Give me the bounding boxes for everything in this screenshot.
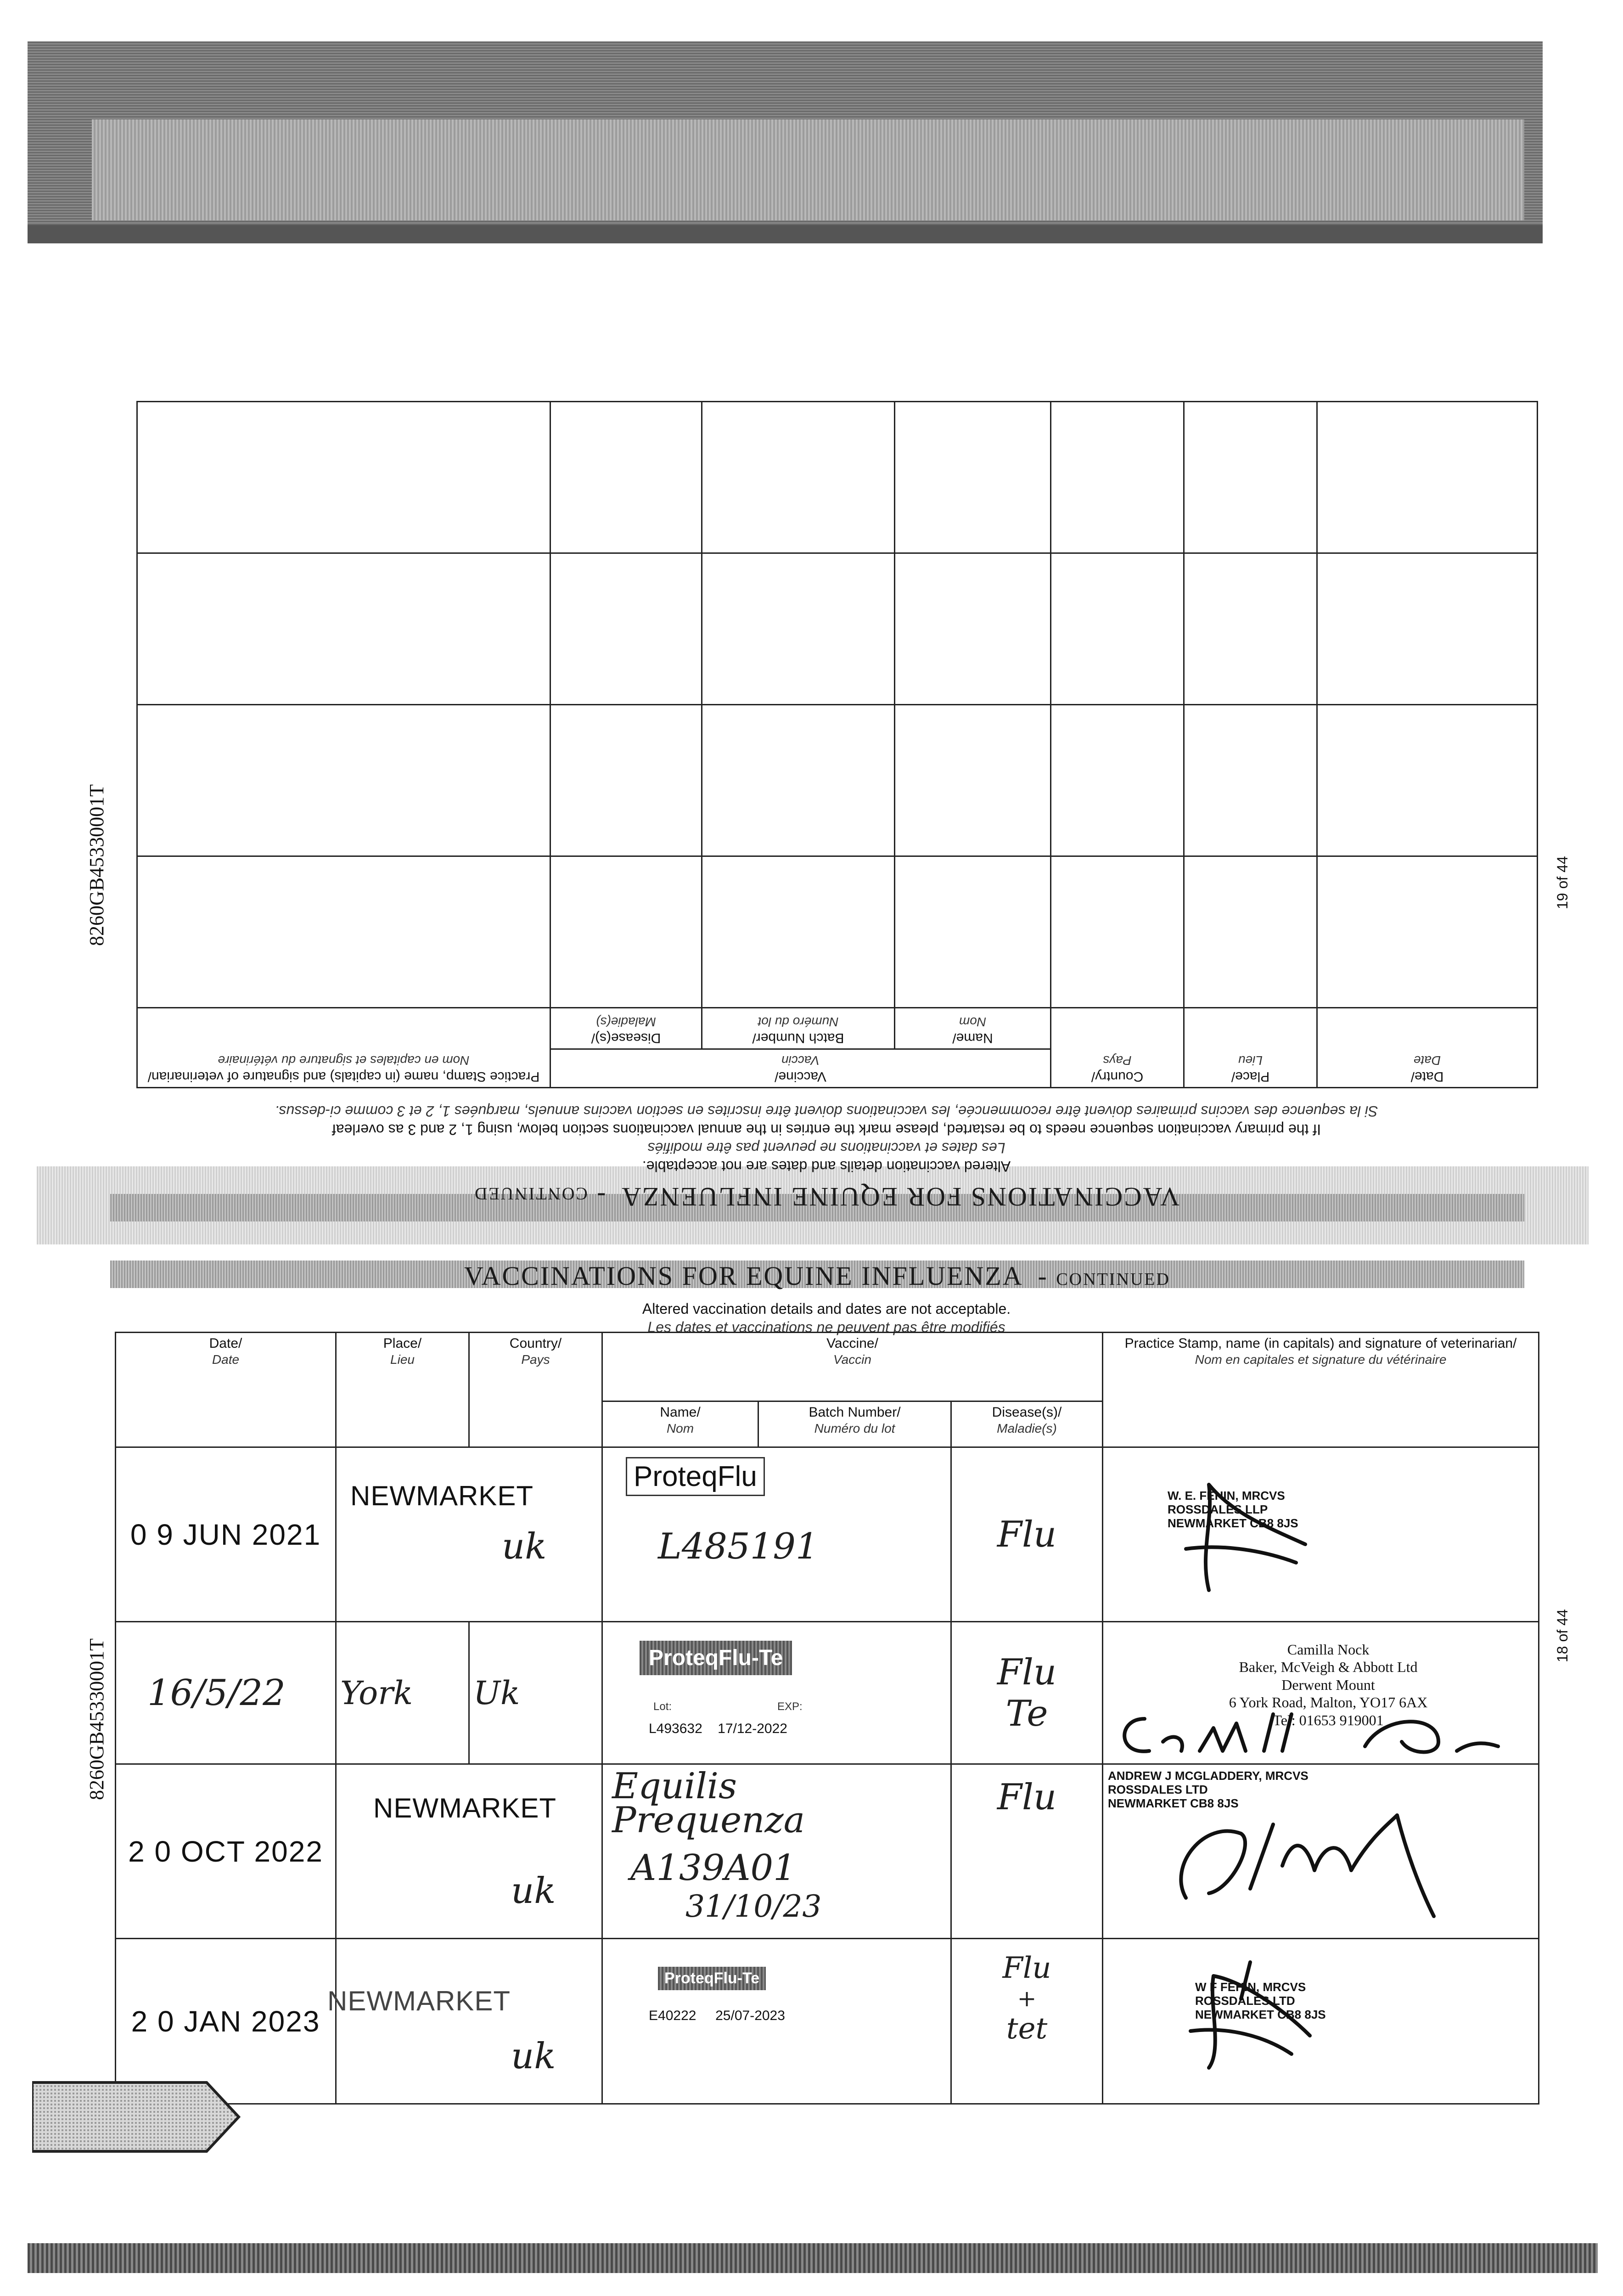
entry-batch: L485191 [658,1526,819,1567]
scan-edge-bottom [28,2243,1598,2273]
entry-expiry: 17/12-2022 [718,1721,787,1736]
entry-expiry: 31/10/23 [685,1889,822,1924]
vet-signature [1140,1783,1461,1935]
entry-expiry: 25/07-2023 [715,2008,785,2023]
entry-batch: A139A01 [630,1847,796,1889]
entry-disease-2: tet [1006,2012,1048,2046]
upper-heading-continued: CONTINUED [473,1184,588,1203]
upper-table-row [137,402,1537,553]
entry-disease: Flu [997,1651,1057,1693]
table-row [116,1447,1539,1622]
entry-vaccine-name: ProteqFlu-Te [658,1967,766,1990]
col-disease: Disease(s)/ Maladie(s) [951,1401,1103,1447]
upper-heading: VACCINATIONS FOR EQUINE INFLUENZA - CONTINUED [473,1182,1179,1212]
upper-heading-text: VACCINATIONS FOR EQUINE INFLUENZA [622,1182,1179,1212]
entry-disease-2: Te [1005,1693,1048,1734]
entry-exp-label: EXP: [777,1700,803,1713]
upper-col-disease: Disease(s)/ Maladie(s) [550,1008,702,1049]
scan-shadow-top-inner [92,119,1524,220]
entry-country: uk [502,1526,547,1567]
vet-signature [1158,1457,1351,1609]
table-row [116,1764,1539,1939]
vet-stamp: ANDREW J MCGLADDERY, MRCVS ROSSDALES LTD NEWMARKET CB8 8JS [1108,1769,1309,1810]
table-row [116,1622,1539,1764]
upper-col-stamp: Practice Stamp, name (in capitals) and signature of veterinarian/ Nom en capitales et signature du vétérinaire [137,1008,550,1088]
upper-col-date: Date/ Date [1317,1008,1538,1088]
col-stamp: Practice Stamp, name (in capitals) and signature of veterinarian/ Nom en capitales et signature du vétérinaire [1103,1333,1539,1447]
entry-vaccine-name: ProteqFlu [626,1457,765,1496]
col-date: Date/ Date [116,1333,336,1447]
entry-disease: Flu [997,1514,1057,1555]
page-number-upper: 19 of 44 [1554,856,1571,909]
vet-stamp: Camilla Nock Baker, McVeigh & Abbott Ltd Derwent Mount 6 York Road, Malton, YO17 6AX Tel: 01653 919001 [1229,1641,1428,1728]
page-number-lower: 18 of 44 [1554,1609,1571,1662]
entry-date: 2 0 OCT 2022 [128,1835,323,1868]
entry-batch-line [649,2008,785,2024]
document-id-lower: 8260GB45330001T [85,1638,108,1800]
entry-disease: Flu [997,1777,1057,1818]
vet-stamp: W. E. FEHIN, MRCVS ROSSDALES LLP NEWMARKET CB8 8JS [1168,1489,1298,1530]
entry-vaccine-name: ProteqFlu-Te [640,1641,792,1675]
lower-note-altered-en: Altered vaccination details and dates are not acceptable. [642,1300,1011,1317]
entry-vaccine-name: Equilis Prequenza [612,1766,805,1841]
upper-vaccination-table [136,401,1538,1088]
upper-page [115,358,1538,1212]
entry-place: NEWMARKET [373,1793,556,1823]
lower-note-altered-fr: Les dates et vaccinations ne peuvent pas être modifiés [647,1319,1005,1335]
entry-country: uk [511,1870,556,1912]
entry-place: NEWMARKET [350,1480,534,1511]
document-id-upper: 8260GB45330001T [85,784,108,946]
upper-table-row [137,553,1537,705]
upper-notes [197,1102,1455,1176]
vet-signature [1172,1944,1356,2095]
upper-note-primary-fr: Si la sequence des vaccins primaires doivent être recommencée, les vaccinations doivent être inscrites en section vaccins annuels, marquées 1, 2 et 3 comme ci-dessus. [275,1103,1378,1120]
lower-heading-text: VACCINATIONS FOR EQUINE INFLUENZA [464,1261,1022,1291]
upper-col-country: Country/ Pays [1051,1008,1184,1088]
entry-disease: Flu [1002,1951,1051,1985]
upper-table-row [137,856,1537,1008]
col-vaccine: Vaccine/ Vaccin [602,1333,1103,1401]
vet-signature [1108,1700,1521,1765]
lower-heading: VACCINATIONS FOR EQUINE INFLUENZA - CONTINUED [464,1261,1170,1291]
entry-date: 0 9 JUN 2021 [130,1518,321,1551]
upper-table-row [137,705,1537,856]
table-row [116,1939,1539,2104]
entry-place: York [340,1674,413,1712]
vet-stamp: W F FEHIN, MRCVS ROSSDALES LTD NEWMARKET CB8 8JS [1195,1980,1326,2021]
entry-lot-label: Lot: [653,1700,672,1713]
upper-col-vaccine: Vaccine/ Vaccin [550,1049,1050,1088]
upper-col-batch: Batch Number/ Numéro du lot [702,1008,895,1049]
entry-country: uk [511,2036,556,2077]
lower-vaccination-table [115,1332,1539,2105]
scan-edge-top [28,225,1543,243]
upper-col-name: Name/ Nom [895,1008,1051,1049]
entry-date: 2 0 JAN 2023 [131,2004,320,2038]
entry-batch: L493632 [649,1721,702,1736]
entry-disease-plus: + [1017,1985,1037,2012]
col-name: Name/ Nom [602,1401,758,1447]
upper-note-altered-en: Altered vaccination details and dates are not acceptable. [642,1158,1011,1175]
entry-place: NEWMARKET [327,1986,511,2016]
entry-country: Uk [473,1674,520,1712]
col-place: Place/ Lieu [336,1333,469,1447]
page-tab-arrow [32,2078,243,2156]
entry-batch: E40222 [649,2008,696,2023]
upper-note-altered-fr: Les dates et vaccinations ne peuvent pas être modifiés [647,1140,1005,1156]
col-batch: Batch Number/ Numéro du lot [758,1401,951,1447]
upper-note-primary-en: If the primary vaccination sequence needs to be restarted, please mark the entries in the annual vaccinations section below, using 1, 2 and 3 as overleaf [331,1121,1321,1138]
entry-date: 16/5/22 [147,1672,286,1714]
lower-heading-continued: CONTINUED [1056,1270,1170,1289]
col-country: Country/ Pays [469,1333,602,1447]
upper-col-place: Place/ Lieu [1184,1008,1317,1088]
lower-notes [505,1300,1148,1336]
entry-batch-line [649,1721,787,1737]
